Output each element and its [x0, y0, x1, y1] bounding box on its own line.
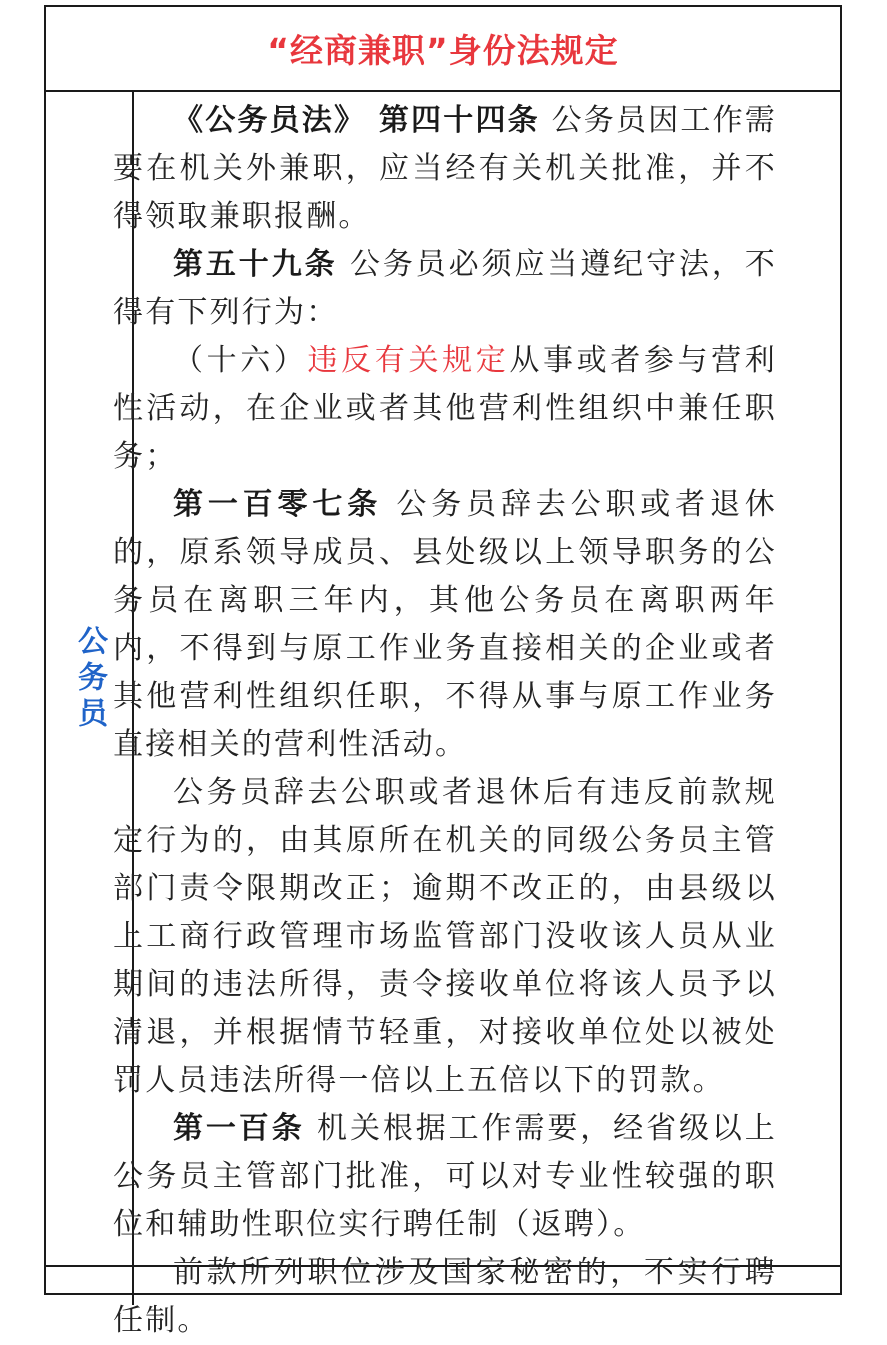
item-16-text: 从事或者参与营利性活动，在企业或者其他营利性组织中兼任职务；	[113, 343, 777, 474]
paragraph-article-59	[113, 241, 777, 337]
article-44-heading: 《公务员法》 第四十四条	[173, 103, 540, 138]
article-107-heading: 第一百零七条	[173, 487, 383, 522]
paragraph-article-44	[113, 97, 777, 241]
paragraph-article-100	[113, 1105, 777, 1249]
article-59-text: 公务员必须应当遵纪守法，不得有下列行为：	[113, 247, 777, 330]
article-107-2-text: 公务员辞去公职或者退休后有违反前款规定行为的，由其原所在机关的同级公务员主管部门责令限期改正；逾期不改正的，由县级以上工商行政管理市场监管部门没收该人员从业期间的违法所得，责令接收单位将该人员予以清退，并根据情节轻重，对接收单位处以被处罚人员违法所得一倍以上五倍以下的罚款。	[113, 775, 777, 1098]
article-100-text: 机关根据工作需要，经省级以上公务员主管部门批准，可以对专业性较强的职位和辅助性职位实行聘任制（返聘）。	[113, 1111, 777, 1242]
paragraph-item-16	[113, 337, 777, 481]
article-100-heading: 第一百条	[173, 1111, 305, 1146]
title-row	[46, 7, 840, 92]
item-16-highlight: 违反有关规定	[307, 343, 510, 378]
paragraph-article-107	[113, 481, 777, 769]
article-44-text: 公务员因工作需要在机关外兼职，应当经有关机关批准，并不得领取兼职报酬。	[113, 103, 777, 234]
content-cell	[113, 97, 777, 1345]
article-100-2-text: 前款所列职位涉及国家秘密的，不实行聘任制。	[113, 1255, 777, 1338]
table-title: “经商兼职”身份法规定	[267, 31, 619, 70]
paragraph-article-107-2	[113, 769, 777, 1105]
row-label: 公务员	[72, 624, 107, 733]
article-59-heading: 第五十九条	[173, 247, 338, 282]
paragraph-article-100-2	[113, 1249, 777, 1345]
article-107-text: 公务员辞去公职或者退休的，原系领导成员、县处级以上领导职务的公务员在离职三年内，其他公务员在离职两年内，不得到与原工作业务直接相关的企业或者其他营利性组织任职，不得从事与原工作业务直接相关的营利性活动。	[113, 487, 778, 762]
item-16-prefix: （十六）	[173, 343, 308, 378]
